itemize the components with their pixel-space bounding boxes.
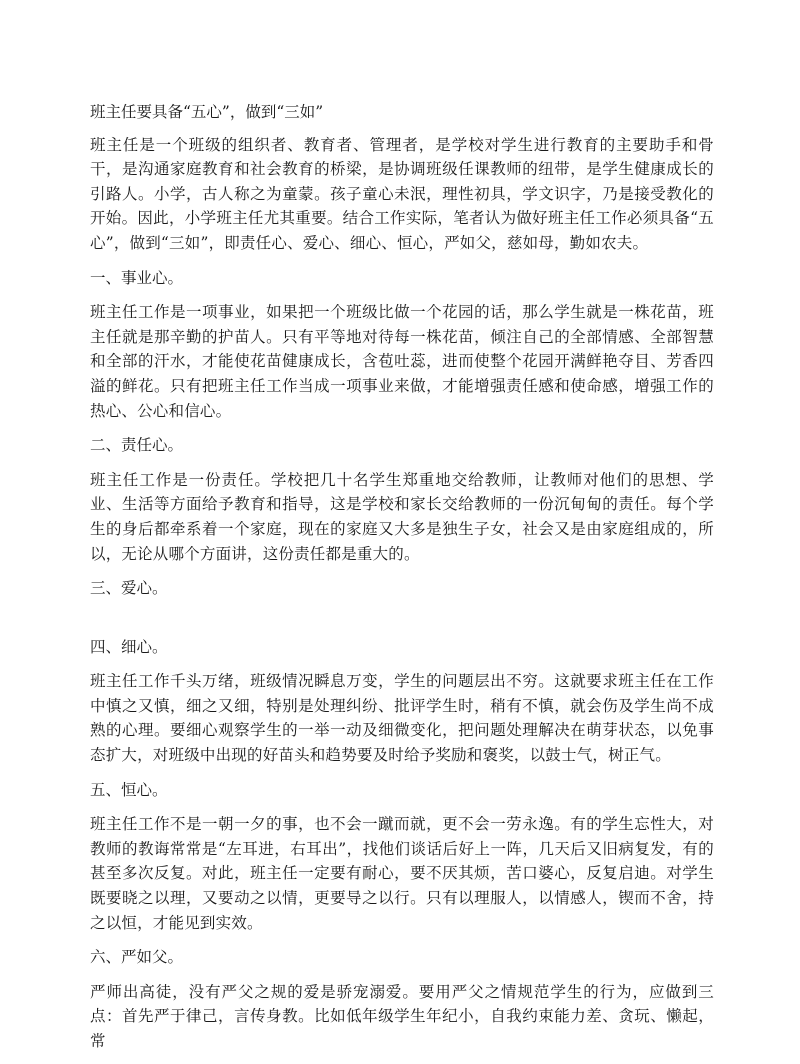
- section-heading-5: 五、恒心。: [90, 780, 168, 799]
- section-body-3-empty: [90, 611, 714, 635]
- intro-paragraph: 班主任是一个班级的组织者、教育者、管理者，是学校对学生进行教育的主要助手和骨干，是沟通家庭教育和社会教育的桥梁，是协调班级任课教师的纽带，是学生健康成长的引路人。小学，古人称之为童蒙。孩子童心未泯，理性初具，学文识字，乃是接受教化的开始。因此，小学班主任尤其重要。结合工作实际，笔者认为做好班主任工作必须具备“五心”，做到“三如”，即责任心、爱心、细心、恒心，严如父，慈如母，勤如农夫。: [90, 135, 714, 252]
- section-body-1: 班主任工作是一项事业，如果把一个班级比做一个花园的话，那么学生就是一株花苗，班主任就是那辛勤的护苗人。只有平等地对待每一株花苗，倾注自己的全部情感、全部智慧和全部的汗水，才能使花苗健康成长，含苞吐蕊，进而使整个花园开满鲜艳夺目、芳香四溢的鲜花。只有把班主任工作当成一项事业来做，才能增强责任感和使命感，增强工作的热心、公心和信心。: [90, 303, 714, 420]
- section-body-5: 班主任工作不是一朝一夕的事，也不会一蹴而就，更不会一劳永逸。有的学生忘性大，对教师的教诲常常是“左耳进，右耳出”，找他们谈话后好上一阵，几天后又旧病复发，有的甚至多次反复。对此，班主任一定要有耐心，要不厌其烦，苦口婆心，反复启迪。对学生既要晓之以理，又要动之以情，更要导之以行。只有以理服人，以情感人，锲而不舍，持之以恒，才能见到实效。: [90, 815, 714, 932]
- section-heading-2: 二、责任心。: [90, 436, 184, 455]
- section-heading-4: 四、细心。: [90, 637, 168, 656]
- section-body-2: 班主任工作是一份责任。学校把几十名学生郑重地交给教师，让教师对他们的思想、学业、生活等方面给予教育和指导，这是学校和家长交给教师的一份沉甸甸的责任。每个学生的身后都牵系着一个家庭，现在的家庭又大多是独生子女，社会又是由家庭组成的，所以，无论从哪个方面讲，这份责任都是重大的。: [90, 470, 714, 563]
- section-body-4: 班主任工作千头万绪，班级情况瞬息万变，学生的问题层出不穷。这就要求班主任在工作中慎之又慎，细之又细，特别是处理纠纷、批评学生时，稍有不慎，就会伤及学生尚不成熟的心理。要细心观察学生的一举一动及细微变化，把问题处理解决在萌芽状态，以免事态扩大，对班级中出现的好苗头和趋势要及时给予奖励和褒奖，以鼓士气，树正气。: [90, 672, 714, 765]
- section-heading-3: 三、爱心。: [90, 579, 168, 598]
- section-body-6: 严师出高徒，没有严父之规的爱是骄宠溺爱。要用严父之情规范学生的行为，应做到三点：首先严于律己，言传身教。比如低年级学生年纪小，自我约束能力差、贪玩、懒起，常: [90, 982, 714, 1050]
- document-title: 班主任要具备“五心”，做到“三如”: [90, 103, 324, 121]
- section-heading-1: 一、事业心。: [90, 268, 184, 287]
- section-heading-6: 六、严如父。: [90, 948, 184, 967]
- document-page: [90, 100, 714, 1064]
